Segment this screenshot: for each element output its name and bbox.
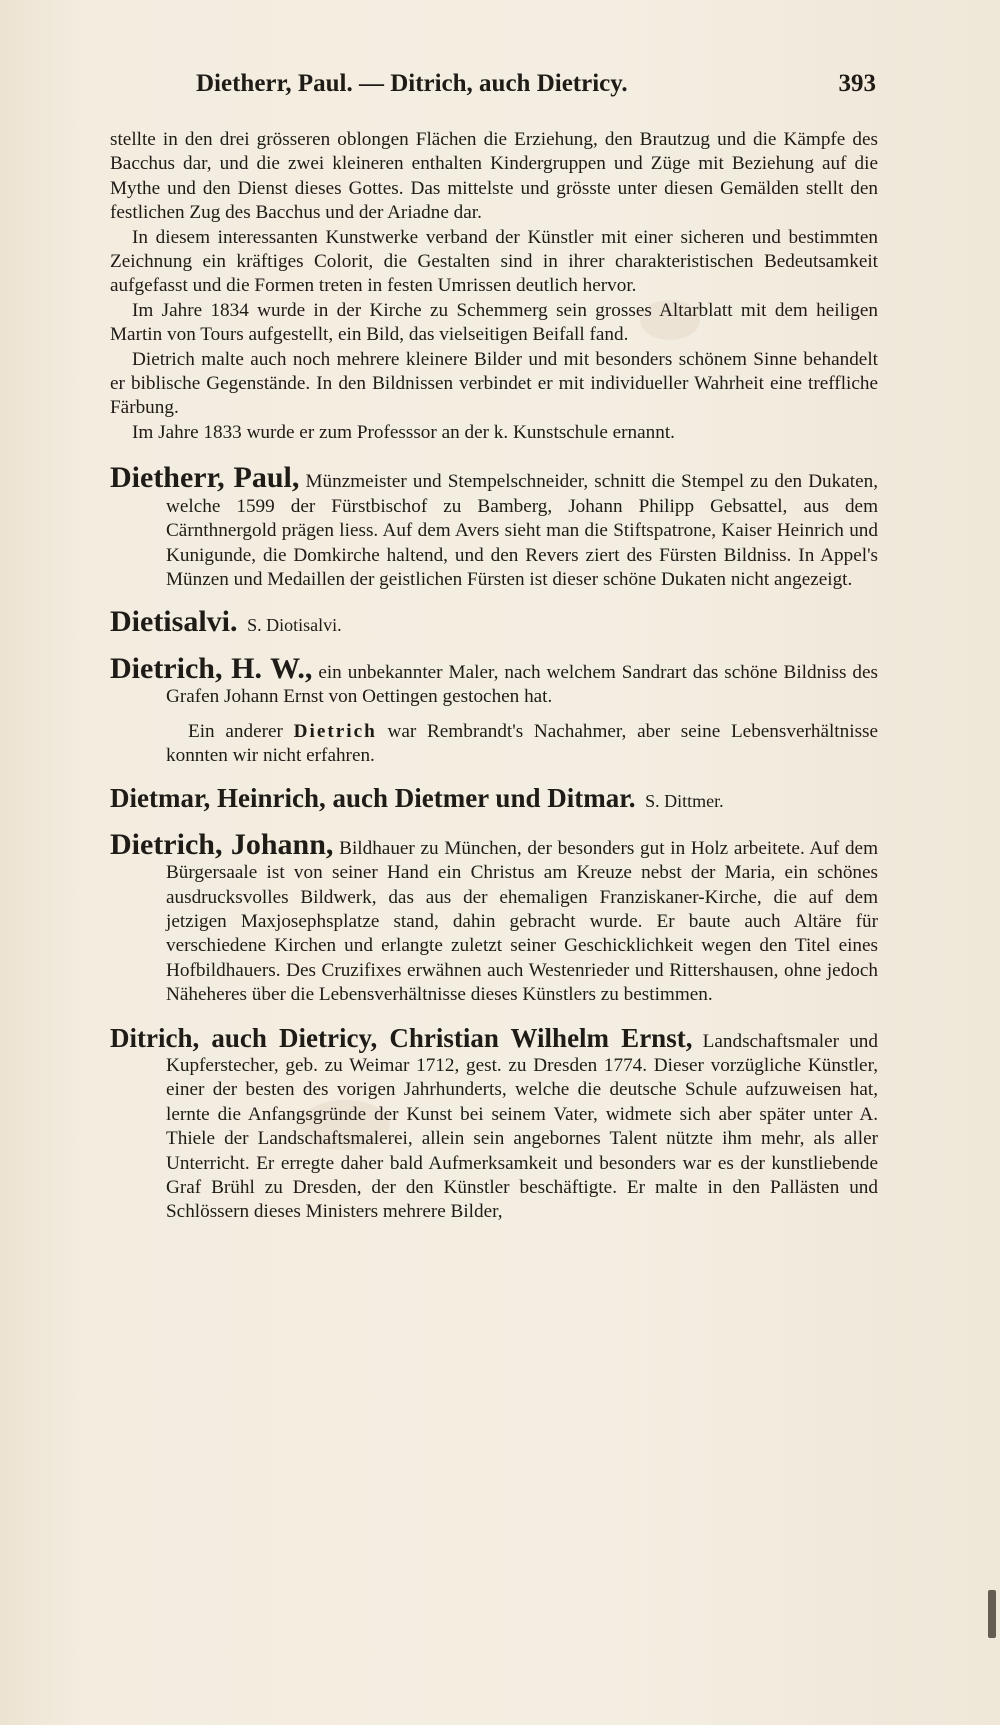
paragraph: Im Jahre 1833 wurde er zum Professsor an der k. Kunstschule ernannt. xyxy=(132,421,675,443)
cross-reference: S. Dittmer. xyxy=(645,791,724,812)
dictionary-entry xyxy=(110,783,878,814)
ink-mark xyxy=(988,1590,996,1638)
page-body xyxy=(110,128,878,1225)
addendum-spaced-name: Dietrich xyxy=(293,720,377,742)
entry-text xyxy=(110,651,878,710)
entry-body: Bildhauer zu München, der besonders gut in Holz arbeitete. Auf dem Bürgersaale ist von seiner Hand ein Christus am Kreuze nebst der Maria, ein schönes ausdrucksvolles Bildwerk, das aus der ehemaligen Franziskaner-Kirche, die auf dem jetzigen Maxjosephsplatze stand, dahin gebracht wurde. Er baute auch Altäre für verschiedene Kirchen und erlangte zuletzt seiner Geschicklichkeit wegen den Titel eines Hofbildhauers. Des Cruzifixes erwähnen auch Westenrieder und Rittershausen, ohne jedoch Näheheres über die Lebensverhältnisse dieses Künstlers zu bestimmen. xyxy=(166,837,878,1006)
page-number: 393 xyxy=(838,70,876,97)
entry-headword: Dietisalvi. xyxy=(110,605,238,639)
dictionary-entry xyxy=(110,461,878,592)
entry-text xyxy=(110,605,878,639)
entry-headword: Ditrich, auch Dietricy, Christian Wilhelm Ernst, xyxy=(110,1022,693,1053)
cross-reference: S. Diotisalvi. xyxy=(247,615,342,636)
paragraph: Dietrich malte auch noch mehrere kleinere Bilder und mit besonders schönem Sinne behandelt er biblische Gegenstände. In den Bildnissen verbindet er mit individueller Wahrheit eine treffliche Färbung. xyxy=(110,348,878,419)
entry-headword: Dietmar, Heinrich, auch Dietmer und Ditmar. xyxy=(110,783,636,814)
entry-body: Landschaftsmaler und Kupferstecher, geb. zu Weimar 1712, gest. zu Dresden 1774. Dieser vorzügliche Künstler, einer der besten des vorigen Jahrhunderts, welche die deutsche Schule aufzuweisen hat, lernte die Anfangsgründe der Kunst bei seinem Vater, widmete sich aber später unter A. Thiele der Landschaftsmalerei, allein sein angebornes Talent nützte ihm mehr, als aller Unterricht. Er erregte daher bald Aufmerksamkeit und besonders war es der kunstliebende Graf Brühl zu Dresden, der den Künstler beschäftigte. Er malte in den Pallästen und Schlössern dieses Ministers mehrere Bilder, xyxy=(166,1030,878,1223)
addendum-prefix: Ein anderer xyxy=(188,720,283,742)
entry-text xyxy=(110,1022,878,1225)
entry-text xyxy=(110,827,878,1008)
running-header xyxy=(196,70,876,110)
entry-text xyxy=(110,461,878,592)
running-title: Dietherr, Paul. — Ditrich, auch Dietricy. xyxy=(196,70,628,97)
entry-headword: Dietrich, H. W., xyxy=(110,651,313,685)
paragraph: In diesem interessanten Kunstwerke verband der Künstler mit einer sicheren und bestimmten Zeichnung ein kräftiges Colorit, die Gestalten sind in ihrer charakteristischen Bedeutsamkeit aufgefasst und die Formen treten in festen Umrissen deutlich hervor. xyxy=(110,226,878,297)
entry-headword: Dietrich, Johann, xyxy=(110,827,334,861)
paragraph: Im Jahre 1834 wurde in der Kirche zu Schemmerg sein grosses Altarblatt mit dem heiligen Martin von Tours aufgestellt, ein Bild, das vielseitigen Beifall fand. xyxy=(110,299,878,346)
entry-text xyxy=(110,783,878,814)
entry-addendum xyxy=(166,720,878,769)
dictionary-entry xyxy=(110,605,878,639)
entry-body: ein unbekannter Maler, nach welchem Sandrart das schöne Bildniss des Grafen Johann Ernst von Oettingen gestochen hat. xyxy=(166,661,878,708)
entry-headword: Dietherr, Paul, xyxy=(110,461,300,495)
addendum-suffix: war Rembrandt's Nachahmer, aber seine Lebensverhältnisse konnten wir nicht erfahren. xyxy=(166,720,879,766)
dictionary-entry xyxy=(110,827,878,1008)
paragraph: stellte in den drei grösseren oblongen Flächen die Erziehung, den Brautzug und die Kämpfe des Bacchus dar, und die zwei kleineren enthalten Kindergruppen und Züge mit Beziehung auf die Mythe und den Dienst dieses Gottes. Das mittelste und grösste unter diesen Gemälden stellt den festlichen Zug des Bacchus und der Ariadne dar. xyxy=(110,129,878,224)
dictionary-entry xyxy=(110,1022,878,1225)
entry-body: Münzmeister und Stempelschneider, schnitt die Stempel zu den Dukaten, welche 1599 der Fürstbischof zu Bamberg, Johann Philipp Gebsattel, aus dem Cärnthnergold prägen liess. Auf dem Avers sieht man die Stiftspatrone, Kaiser Heinrich und Kunigunde, die Domkirche haltend, und den Revers ziert des Fürsten Bildniss. In Appel's Münzen und Medaillen der geistlichen Fürsten ist dieser schöne Dukaten nicht angezeigt. xyxy=(166,471,878,590)
dictionary-entry xyxy=(110,651,879,769)
